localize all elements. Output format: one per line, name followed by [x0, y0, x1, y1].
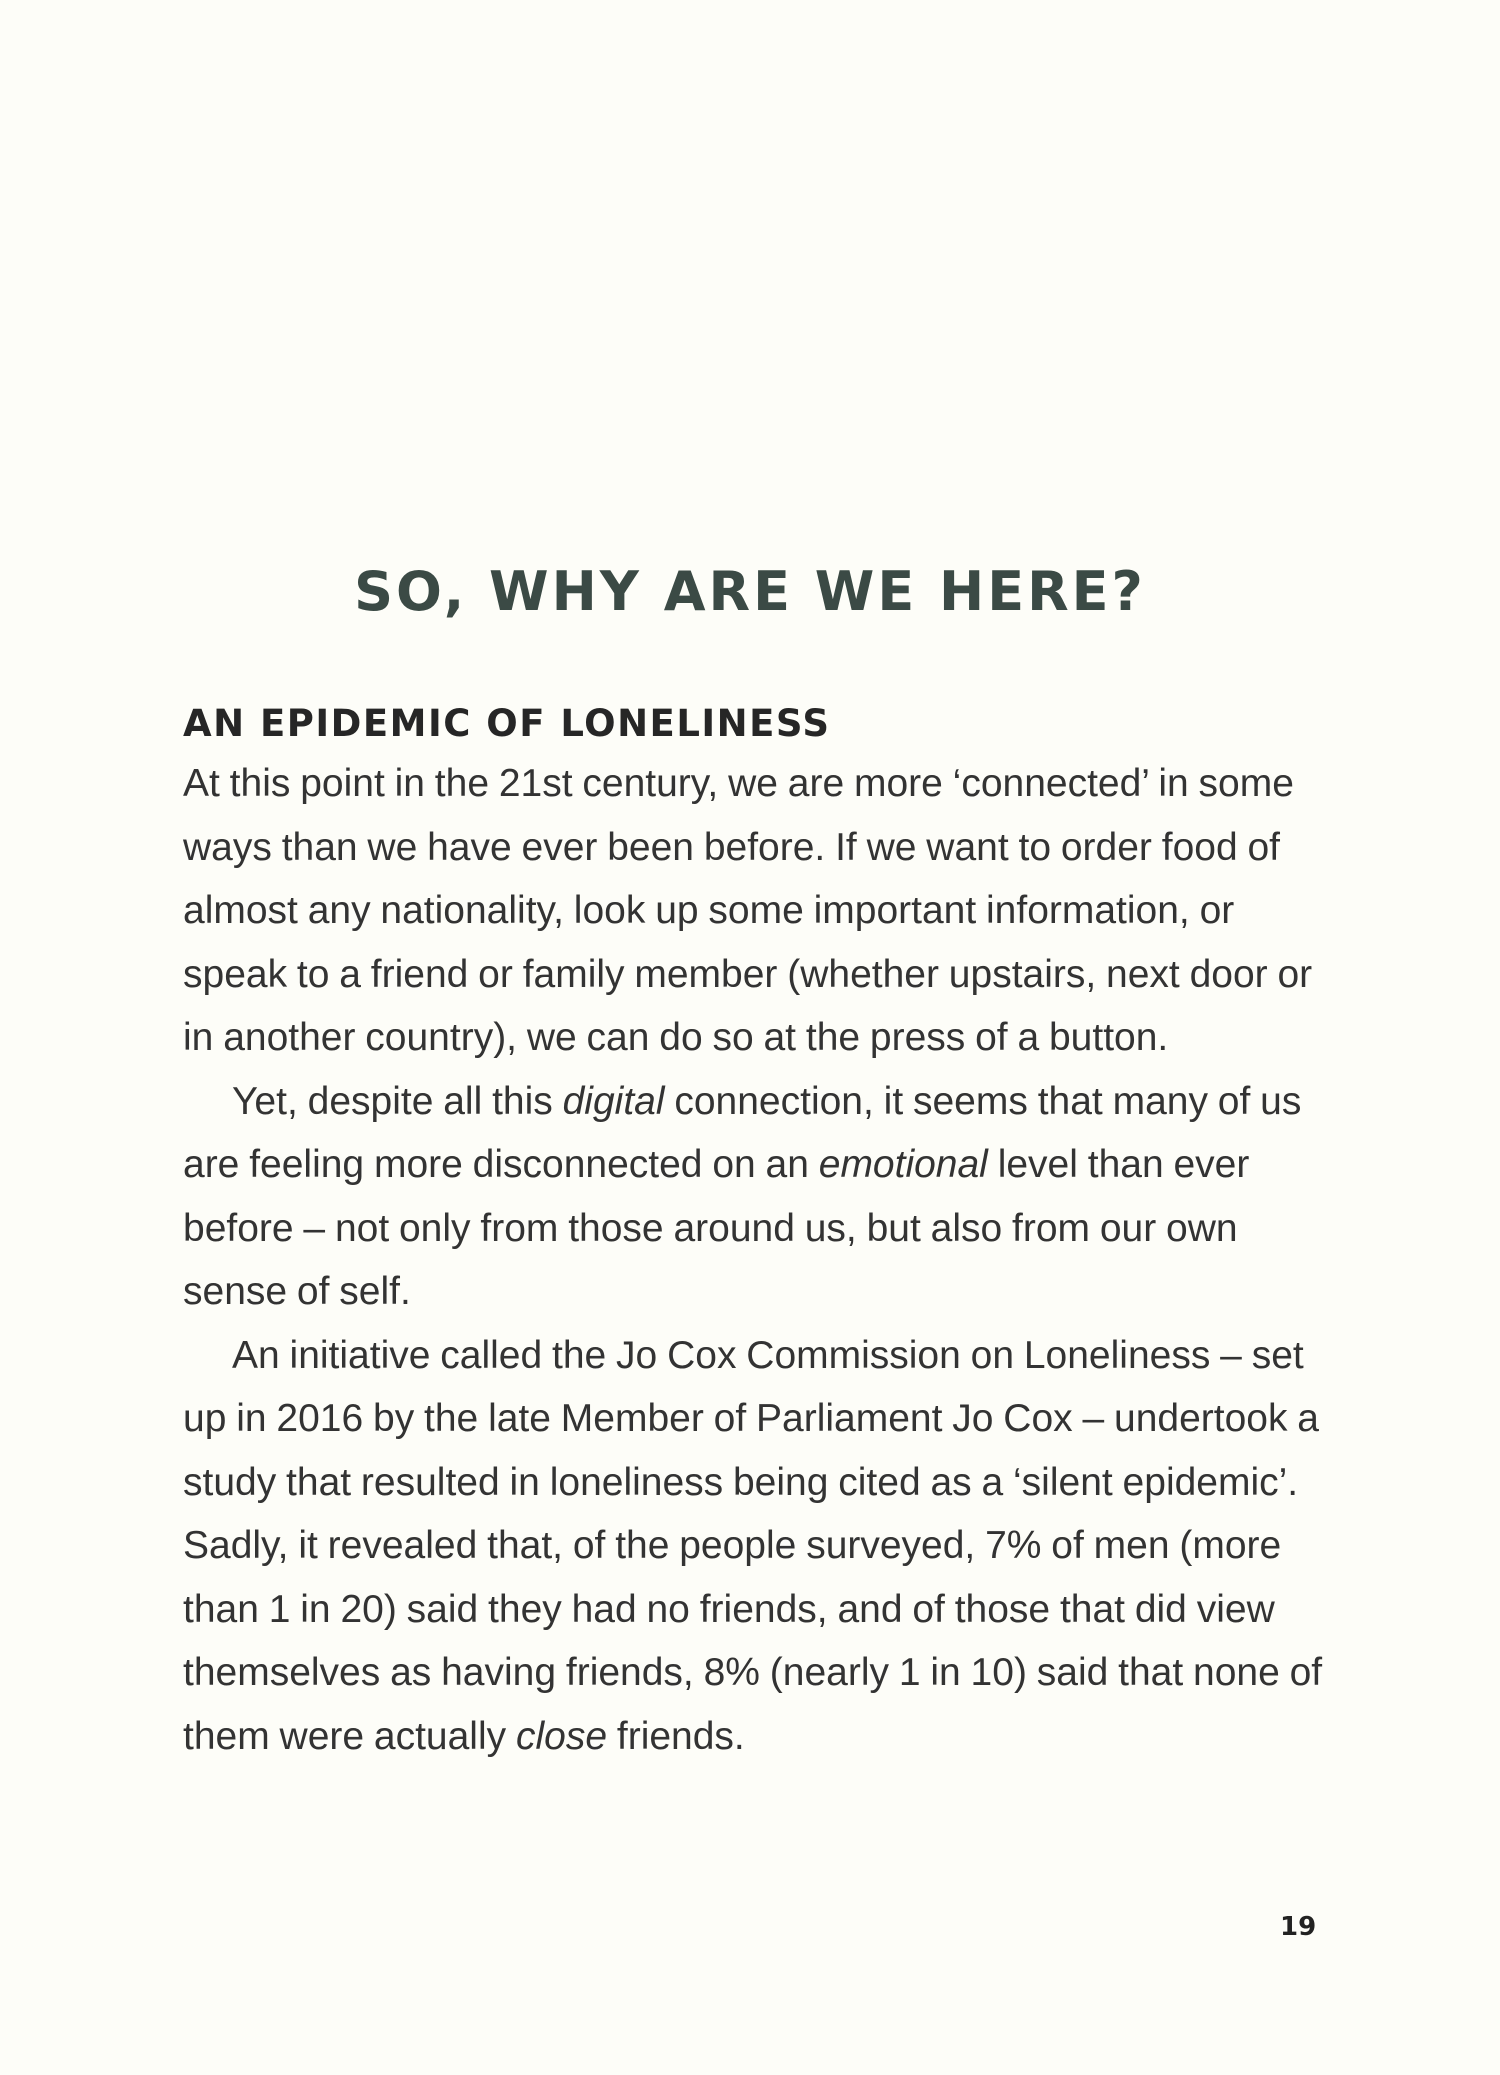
chapter-title: SO, WHY ARE WE HERE?	[354, 560, 1146, 623]
page-number: 19	[1280, 1912, 1317, 1942]
paragraph-1-text: At this point in the 21st century, we are more ‘connected’ in some ways than we have ever been before. If we want to order food of almost any nationality, look up some important information, or speak to a friend or family member (whether upstairs, next door or in another country), we can do so at the press of a button.	[183, 762, 1313, 1059]
paragraph-2-text-c: level than ever before – not only from those around us, but also from our own sense of self.	[183, 1143, 1250, 1313]
page-body	[183, 700, 1343, 1768]
emphasis-digital: digital	[562, 1079, 665, 1123]
section-heading: AN EPIDEMIC OF LONELINESS	[183, 702, 831, 745]
paragraph-3	[183, 1324, 1343, 1769]
paragraph-3-text-b: friends.	[607, 1714, 745, 1758]
paragraph-2	[183, 1070, 1343, 1324]
paragraph-2-text-a: Yet, despite all this	[232, 1079, 563, 1123]
paragraph-1	[183, 752, 1343, 1070]
emphasis-emotional: emotional	[818, 1143, 988, 1186]
paragraph-2-text-b: connection, it seems that many of us are feeling more disconnected on an	[183, 1079, 1302, 1186]
emphasis-close: close	[515, 1714, 608, 1758]
paragraph-3-text-a: An initiative called the Jo Cox Commission on Loneliness – set up in 2016 by the late Member of Parliament Jo Cox – undertook a study that resulted in loneliness being cited as a ‘silent epidemic’. Sadly, it revealed that, of the people surveyed, 7% of men (more than 1 in 20) said they had no friends, and of those that did view themselves as having friends, 8% (nearly 1 in 10) said that none of them were actually	[183, 1333, 1323, 1758]
